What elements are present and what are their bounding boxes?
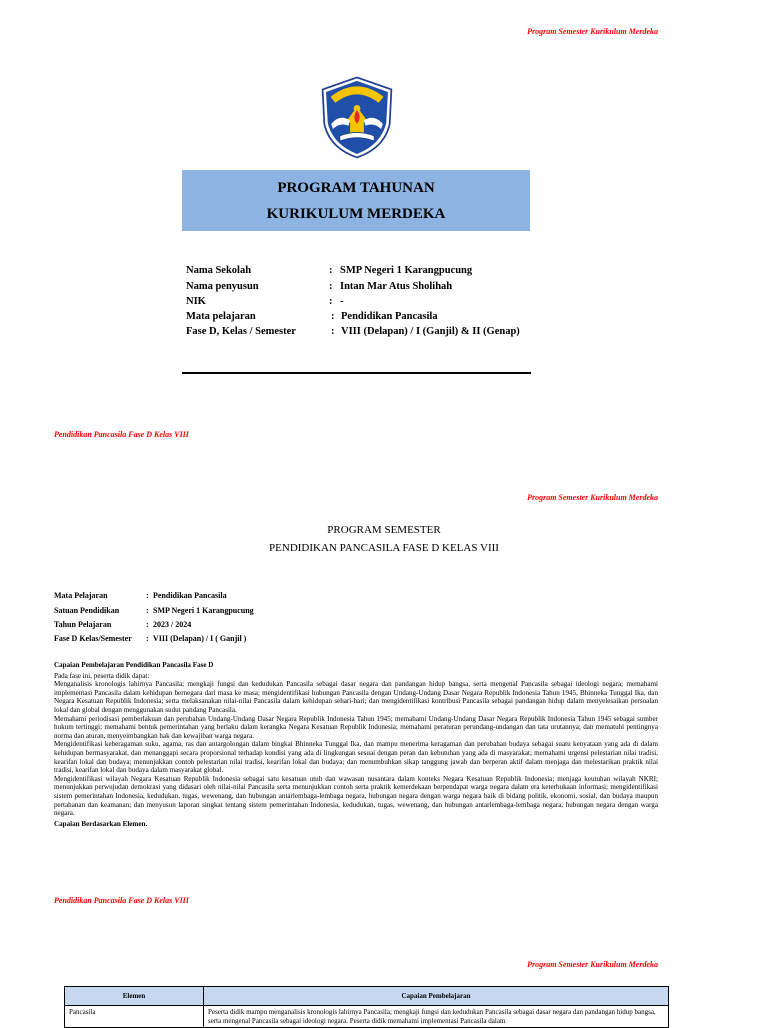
cp-paragraph: Mengidentifikasi keberagaman suku, agama, ras dan antargolongan dalam bingkai Bhinneka Tunggal Ika, dan mampu menerima keragaman dan perubahan budaya sebagai suatu kenyataan yang ada di dalam kehidupan bermasyarakat, dan menanggapi secara proporsional terhadap kondisi yang ada di lingkungan sesuai dengan peran dan kebutuhan yang ada di masyarakat; memahami urgensi pelestarian nilai tradisi, kearifan lokal dan budaya; menunjukkan contoh pelestarian nilai tradisi, kearifan lokal dan budaya; dan menumbuhkan sikap tanggung jawab dan berperan aktif dalam menjaga dan melestarikan praktik nilai tradisi, kearifan lokal dan budaya dalam masyarakat global.	[54, 740, 658, 775]
page2-footer-note: Pendidikan Pancasila Fase D Kelas VIII	[54, 896, 189, 905]
table-header-capaian: Capaian Pembelajaran	[204, 987, 669, 1006]
meta-value: Pendidikan Pancasila	[153, 591, 227, 600]
horizontal-divider	[182, 372, 531, 374]
cp-heading: Capaian Pembelajaran Pendidikan Pancasila Fase D	[54, 661, 214, 669]
meta-label: Satuan Pendidikan	[54, 606, 120, 615]
title-line-2: KURIKULUM MERDEKA	[266, 206, 446, 222]
meta-label: Fase D Kelas/Semester	[54, 634, 132, 643]
info-label: Nama Sekolah	[186, 265, 252, 276]
info-label: Fase D, Kelas / Semester	[186, 326, 296, 337]
table-row	[65, 1006, 669, 1028]
meta-value: VIII (Delapan) / I ( Ganjil )	[153, 634, 247, 643]
page1-header-note: Program Semester Kurikulum Merdeka	[527, 27, 658, 36]
meta-label: Tahun Pelajaran	[54, 620, 112, 629]
capaian-pembelajaran-section	[54, 661, 658, 828]
info-value: -	[340, 296, 344, 307]
program-semester-title: PROGRAM SEMESTER	[327, 524, 441, 536]
table-cell-elemen: Pancasila	[65, 1006, 204, 1028]
title-line-1: PROGRAM TAHUNAN	[277, 180, 435, 196]
info-separator: :	[331, 326, 335, 337]
cp-paragraph: Mengidentifikasi wilayah Negara Kesatuan Republik Indonesia sebagai satu kesatuan utuh dan wawasan nusantara dalam konteks Negara Kesatuan Republik Indonesia; menjaga keutuhan wilayah NKRI; menunjukkan perwujudan demokrasi yang didasari oleh nilai-nilai Pancasila serta menunjukkan contoh serta praktik kemerdekaan berpendapat warga negara dalam era keterbukaan informasi; mengidentifikasi sistem pemerintahan Indonesia, kedudukan, tugas, wewenang, dan hubungan antarlembaga-lembaga negara, hubungan negara dengan warga negara baik di bidang politik, ekonomi, sosial, dan budaya maupun pertahanan dan keamanan; dan menyusun laporan singkat tentang sistem pemerintahan Indonesia, kedudukan, tugas, wewenang, dan hubungan antarlembaga-lembaga negara, hubungan negara dengan warga negara.	[54, 774, 658, 818]
program-semester-subtitle: PENDIDIKAN PANCASILA FASE D KELAS VIII	[269, 542, 499, 554]
info-label: Nama penyusun	[186, 281, 259, 292]
meta-separator: :	[146, 620, 149, 629]
table-cell-capaian: Peserta didik mampu menganalisis kronologis lahirnya Pancasila; mengkaji fungsi dan kedudukan Pancasila sebagai dasar negara dan pandangan hidup bangsa, serta mengenal Pancasila sebagai ideologi negara. Peserta didik memahami implementasi Pancasila dalam	[204, 1006, 669, 1028]
info-separator: :	[329, 281, 333, 292]
info-separator: :	[331, 311, 335, 322]
table-header-row	[65, 987, 669, 1006]
info-separator: :	[329, 296, 333, 307]
cp-elemen-heading: Capaian Berdasarkan Elemen.	[54, 819, 148, 828]
capaian-elemen-table	[64, 986, 669, 1028]
info-separator: :	[329, 265, 333, 276]
meta-separator: :	[146, 634, 149, 643]
info-value: Pendidikan Pancasila	[341, 311, 438, 322]
page1-footer-note: Pendidikan Pancasila Fase D Kelas VIII	[54, 430, 189, 439]
meta-label: Mata Pelajaran	[54, 591, 108, 600]
cp-paragraph: Memahami periodisasi pemberlakuan dan perubahan Undang-Undang Dasar Negara Republik Indonesia Tahun 1945; memahami Undang-Undang Dasar Negara Republik Indonesia Tahun 1945 sebagai sumber hukum tertinggi; memahami bentuk pemerintahan yang berlaku dalam kerangka Negara Kesatuan Republik Indonesia; memahami peraturan perundang-undangan dan tata urutannya; dan mematuhi pentingnya norma dan aturan, menyeimbangkan hak dan kewajiban warga negara.	[54, 714, 658, 740]
meta-separator: :	[146, 606, 149, 615]
info-value: VIII (Delapan) / I (Ganjil) & II (Genap)	[341, 326, 520, 337]
cp-paragraph: Menganalisis kronologis lahirnya Pancasila; mengkaji fungsi dan kedudukan Pancasila sebagai dasar negara dan pandangan hidup bangsa, serta mengenal Pancasila sebagai ideologi negara; memahami implementasi Pancasila dalam kehidupan bernegara dari masa ke masa; mengidentifikasi hubungan Pancasila dengan Undang-Undang Dasar Negara Republik Indonesia Tahun 1945, Bhinneka Tunggal Ika, dan Negara Kesatuan Republik Indonesia; serta melaksanakan nilai-nilai Pancasila dalam kehidupan sehari-hari; dan mengidentifikasi kontribusi Pancasila sebagai pandangan hidup dalam menyelesaikan persoalan lokal dan global dengan menggunakan sudut pandang Pancasila.	[54, 680, 658, 714]
meta-separator: :	[146, 591, 149, 600]
table-header-elemen: Elemen	[65, 987, 204, 1006]
page3-header-note: Program Semester Kurikulum Merdeka	[527, 960, 658, 969]
cp-intro: Pada fase ini, peserta didik dapat:	[54, 671, 150, 680]
info-value: Intan Mar Atus Sholihah	[340, 281, 453, 292]
info-value: SMP Negeri 1 Karangpucung	[340, 265, 473, 276]
tut-wuri-handayani-emblem-icon	[314, 74, 400, 160]
program-tahunan-title-box	[182, 170, 530, 231]
page2-header-note: Program Semester Kurikulum Merdeka	[527, 493, 658, 502]
info-label: NIK	[186, 296, 206, 307]
info-label: Mata pelajaran	[186, 311, 256, 322]
meta-value: SMP Negeri 1 Karangpucung	[153, 606, 254, 615]
meta-value: 2023 / 2024	[153, 620, 192, 629]
